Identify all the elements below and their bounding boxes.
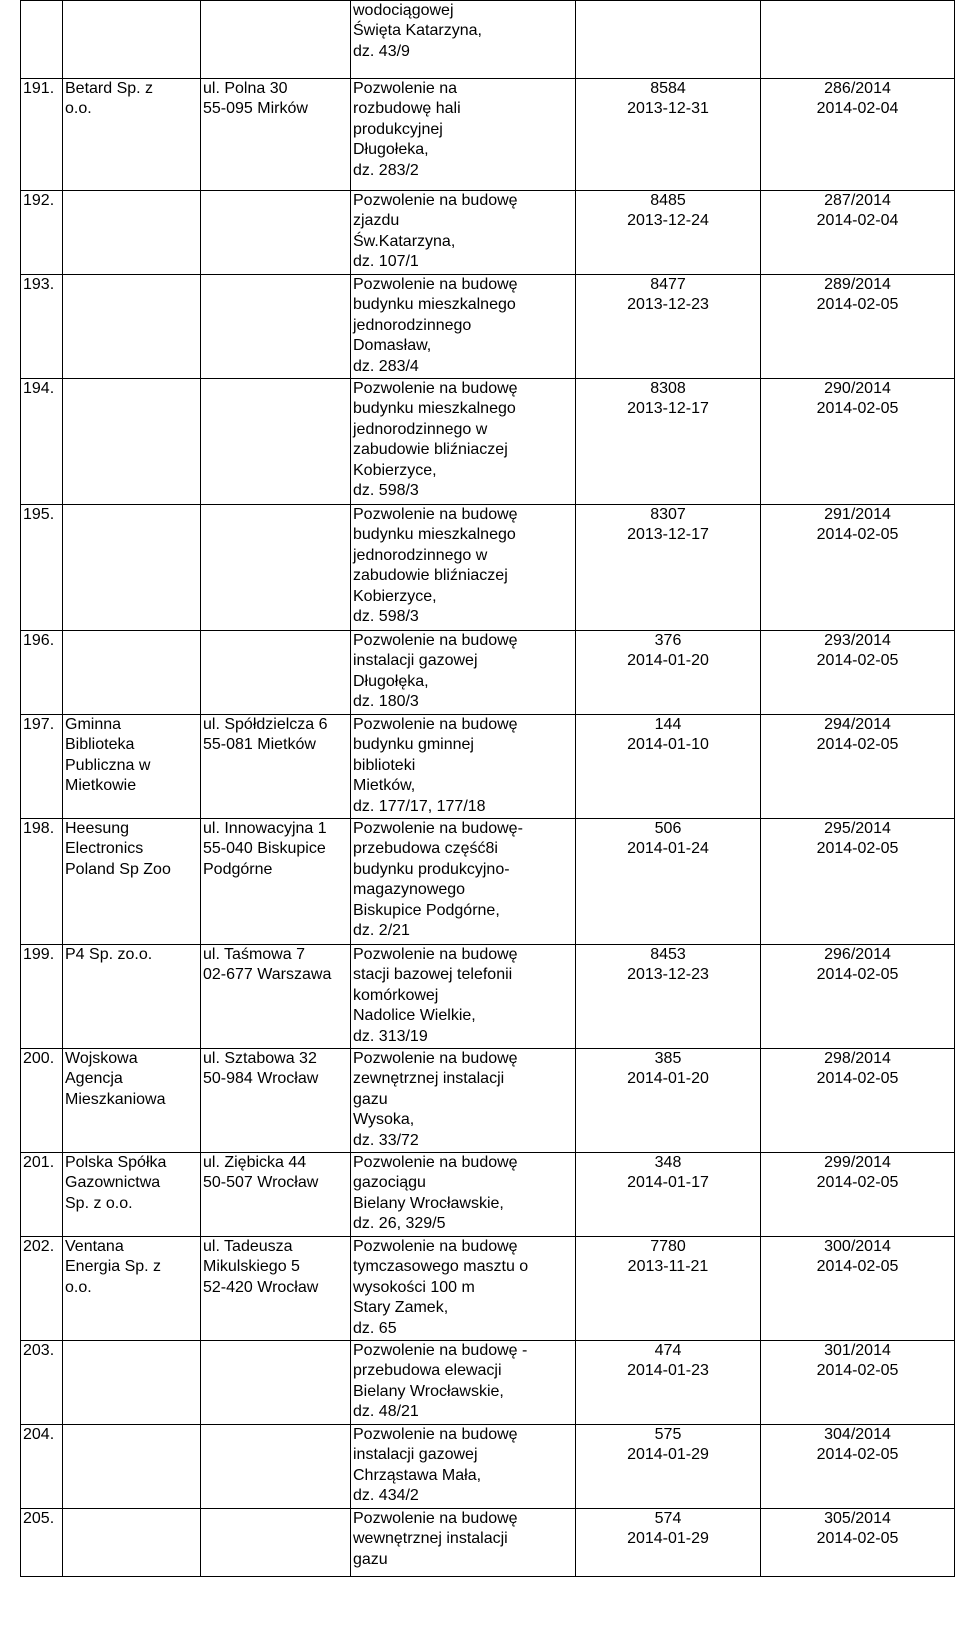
row-number-cell: 201. xyxy=(21,1153,63,1237)
table-row xyxy=(21,715,955,819)
row-number-cell: 195. xyxy=(21,505,63,631)
subject-cell: Pozwolenie na budowę budynku mieszkalnego jednorodzinnego w zabudowie bliźniaczej Kobierzyce, dz. 598/3 xyxy=(351,379,576,505)
investor-cell: Ventana Energia Sp. z o.o. xyxy=(63,1237,201,1341)
address-cell xyxy=(201,191,351,275)
application-cell: 8307 2013-12-17 xyxy=(576,505,761,631)
decision-cell: 289/2014 2014-02-05 xyxy=(761,275,955,379)
application-cell: 8477 2013-12-23 xyxy=(576,275,761,379)
row-number-cell: 200. xyxy=(21,1049,63,1153)
row-number-cell: 204. xyxy=(21,1425,63,1509)
address-cell xyxy=(201,275,351,379)
application-cell: 376 2014-01-20 xyxy=(576,631,761,715)
table-row xyxy=(21,379,955,505)
application-cell: 8453 2013-12-23 xyxy=(576,945,761,1049)
subject-cell: Pozwolenie na budowę - przebudowa elewacji Bielany Wrocławskie, dz. 48/21 xyxy=(351,1341,576,1425)
row-number-cell: 198. xyxy=(21,819,63,945)
address-cell xyxy=(201,631,351,715)
decision-cell: 295/2014 2014-02-05 xyxy=(761,819,955,945)
row-number-cell: 193. xyxy=(21,275,63,379)
application-cell: 7780 2013-11-21 xyxy=(576,1237,761,1341)
table-row xyxy=(21,79,955,191)
address-cell: ul. Tadeusza Mikulskiego 5 52-420 Wrocław xyxy=(201,1237,351,1341)
row-number-cell: 203. xyxy=(21,1341,63,1425)
address-cell: ul. Ziębicka 44 50-507 Wrocław xyxy=(201,1153,351,1237)
subject-cell: Pozwolenie na budowę- przebudowa część8i budynku produkcyjno- magazynowego Biskupice Podgórne, dz. 2/21 xyxy=(351,819,576,945)
subject-cell: Pozwolenie na budowę zjazdu Św.Katarzyna, dz. 107/1 xyxy=(351,191,576,275)
decision-cell: 298/2014 2014-02-05 xyxy=(761,1049,955,1153)
row-number-cell: 196. xyxy=(21,631,63,715)
investor-cell: Heesung Electronics Poland Sp Zoo xyxy=(63,819,201,945)
table-row xyxy=(21,1341,955,1425)
investor-cell: Betard Sp. z o.o. xyxy=(63,79,201,191)
decision-cell: 296/2014 2014-02-05 xyxy=(761,945,955,1049)
permits-table xyxy=(20,0,955,1577)
subject-cell: Pozwolenie na budowę stacji bazowej telefonii komórkowej Nadolice Wielkie, dz. 313/19 xyxy=(351,945,576,1049)
table-row xyxy=(21,819,955,945)
table-row xyxy=(21,191,955,275)
decision-cell: 304/2014 2014-02-05 xyxy=(761,1425,955,1509)
investor-cell xyxy=(63,275,201,379)
application-cell xyxy=(576,1,761,79)
investor-cell: Polska Spółka Gazownictwa Sp. z o.o. xyxy=(63,1153,201,1237)
application-cell: 574 2014-01-29 xyxy=(576,1509,761,1577)
investor-cell xyxy=(63,631,201,715)
subject-cell: Pozwolenie na budowę budynku mieszkalnego jednorodzinnego Domasław, dz. 283/4 xyxy=(351,275,576,379)
decision-cell: 293/2014 2014-02-05 xyxy=(761,631,955,715)
table-row xyxy=(21,631,955,715)
investor-cell xyxy=(63,1,201,79)
decision-cell: 301/2014 2014-02-05 xyxy=(761,1341,955,1425)
subject-cell: Pozwolenie na budowę gazociągu Bielany Wrocławskie, dz. 26, 329/5 xyxy=(351,1153,576,1237)
row-number-cell: 202. xyxy=(21,1237,63,1341)
decision-cell: 294/2014 2014-02-05 xyxy=(761,715,955,819)
subject-cell: Pozwolenie na rozbudowę hali produkcyjnej Długołeka, dz. 283/2 xyxy=(351,79,576,191)
decision-cell: 290/2014 2014-02-05 xyxy=(761,379,955,505)
subject-cell: Pozwolenie na budowę tymczasowego masztu o wysokości 100 m Stary Zamek, dz. 65 xyxy=(351,1237,576,1341)
decision-cell: 291/2014 2014-02-05 xyxy=(761,505,955,631)
address-cell: ul. Taśmowa 7 02-677 Warszawa xyxy=(201,945,351,1049)
table-row xyxy=(21,1425,955,1509)
address-cell xyxy=(201,505,351,631)
row-number-cell: 197. xyxy=(21,715,63,819)
investor-cell xyxy=(63,191,201,275)
subject-cell: Pozwolenie na budowę zewnętrznej instalacji gazu Wysoka, dz. 33/72 xyxy=(351,1049,576,1153)
row-number-cell: 192. xyxy=(21,191,63,275)
application-cell: 8308 2013-12-17 xyxy=(576,379,761,505)
decision-cell: 300/2014 2014-02-05 xyxy=(761,1237,955,1341)
decision-cell: 286/2014 2014-02-04 xyxy=(761,79,955,191)
address-cell xyxy=(201,1509,351,1577)
decision-cell: 305/2014 2014-02-05 xyxy=(761,1509,955,1577)
application-cell: 348 2014-01-17 xyxy=(576,1153,761,1237)
table-row xyxy=(21,505,955,631)
row-number-cell: 205. xyxy=(21,1509,63,1577)
table-row xyxy=(21,1509,955,1577)
address-cell xyxy=(201,379,351,505)
investor-cell xyxy=(63,1341,201,1425)
application-cell: 474 2014-01-23 xyxy=(576,1341,761,1425)
investor-cell xyxy=(63,379,201,505)
investor-cell xyxy=(63,1509,201,1577)
address-cell: ul. Sztabowa 32 50-984 Wrocław xyxy=(201,1049,351,1153)
application-cell: 506 2014-01-24 xyxy=(576,819,761,945)
application-cell: 8584 2013-12-31 xyxy=(576,79,761,191)
subject-cell: Pozwolenie na budowę instalacji gazowej Długołęka, dz. 180/3 xyxy=(351,631,576,715)
application-cell: 385 2014-01-20 xyxy=(576,1049,761,1153)
address-cell xyxy=(201,1,351,79)
row-number-cell xyxy=(21,1,63,79)
row-number-cell: 199. xyxy=(21,945,63,1049)
investor-cell xyxy=(63,1425,201,1509)
address-cell xyxy=(201,1425,351,1509)
row-number-cell: 191. xyxy=(21,79,63,191)
investor-cell: Wojskowa Agencja Mieszkaniowa xyxy=(63,1049,201,1153)
application-cell: 8485 2013-12-24 xyxy=(576,191,761,275)
investor-cell: P4 Sp. zo.o. xyxy=(63,945,201,1049)
subject-cell: Pozwolenie na budowę instalacji gazowej Chrząstawa Mała, dz. 434/2 xyxy=(351,1425,576,1509)
table-row xyxy=(21,945,955,1049)
application-cell: 144 2014-01-10 xyxy=(576,715,761,819)
address-cell xyxy=(201,1341,351,1425)
investor-cell xyxy=(63,505,201,631)
decision-cell: 299/2014 2014-02-05 xyxy=(761,1153,955,1237)
subject-cell: Pozwolenie na budowę wewnętrznej instalacji gazu xyxy=(351,1509,576,1577)
address-cell: ul. Polna 30 55-095 Mirków xyxy=(201,79,351,191)
application-cell: 575 2014-01-29 xyxy=(576,1425,761,1509)
investor-cell: Gminna Biblioteka Publiczna w Mietkowie xyxy=(63,715,201,819)
address-cell: ul. Spółdzielcza 6 55-081 Mietków xyxy=(201,715,351,819)
address-cell: ul. Innowacyjna 1 55-040 Biskupice Podgórne xyxy=(201,819,351,945)
table-row xyxy=(21,1049,955,1153)
subject-cell: wodociągowej Święta Katarzyna, dz. 43/9 xyxy=(351,1,576,79)
subject-cell: Pozwolenie na budowę budynku gminnej biblioteki Mietków, dz. 177/17, 177/18 xyxy=(351,715,576,819)
table-row xyxy=(21,1,955,79)
table-row xyxy=(21,275,955,379)
table-row xyxy=(21,1153,955,1237)
decision-cell: 287/2014 2014-02-04 xyxy=(761,191,955,275)
permits-table-body xyxy=(21,1,955,1577)
decision-cell xyxy=(761,1,955,79)
subject-cell: Pozwolenie na budowę budynku mieszkalnego jednorodzinnego w zabudowie bliźniaczej Kobierzyce, dz. 598/3 xyxy=(351,505,576,631)
row-number-cell: 194. xyxy=(21,379,63,505)
table-row xyxy=(21,1237,955,1341)
